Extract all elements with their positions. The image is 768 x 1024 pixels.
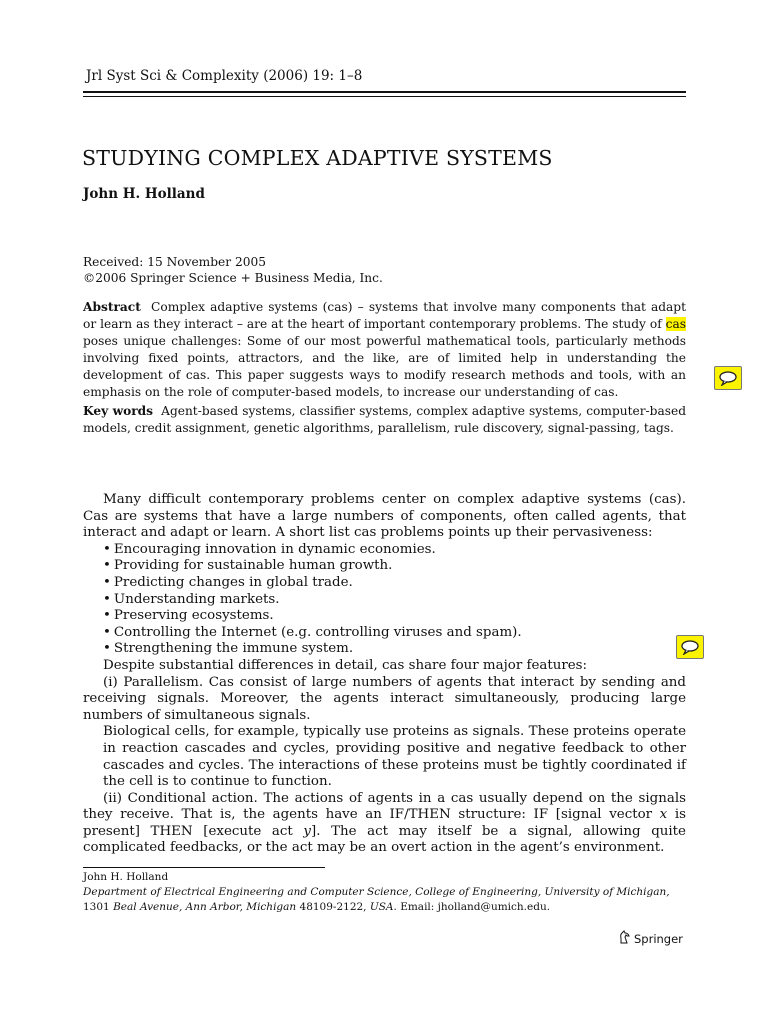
conditional-text-c: ]. The act may itself be a signal, allowing quite complicated feedbacks, or the act may be an overt action in the agent’s environment. (83, 823, 686, 856)
address-zip: 48109-2122, (299, 901, 367, 913)
footnote-author: John H. Holland (83, 871, 169, 883)
author-name: John H. Holland (83, 186, 205, 202)
address-number: 1301 (83, 901, 110, 913)
highlighted-text[interactable]: cas (665, 317, 686, 331)
keywords (83, 403, 686, 437)
header-rule-thick (83, 91, 686, 93)
abstract (83, 299, 686, 401)
abstract-text-b: poses unique challenges: Some of our most powerful mathematical tools, particularly methods involving fixed points, attractors, and the like, are of limited help in understanding the development of cas. This paper suggests ways to modify research methods and tools, with an emphasis on the role of computer-based models, to increase our understanding of cas. (83, 334, 686, 399)
footnote-rule (83, 867, 325, 868)
abstract-text-a: Complex adaptive systems (cas) – systems that involve many components that adapt or learn as they interact – are at the heart of important contemporary problems. The study of (83, 300, 687, 331)
copyright-line: ©2006 Springer Science + Business Media, Inc. (83, 271, 383, 285)
comment-note-icon[interactable] (676, 635, 704, 659)
conditional-text-b: is present] THEN [execute act (83, 807, 686, 839)
list-item: • Preserving ecosystems. (83, 608, 686, 625)
variable-y: y (303, 823, 311, 839)
journal-header: Jrl Syst Sci & Complexity (2006) 19: 1–8 (86, 68, 363, 84)
address-country: USA. (369, 901, 397, 913)
conditional-text-a: (ii) Conditional action. The actions of agents in a cas usually depend on the signals they receive. That is, the agents have an IF/THEN structure: IF [signal vector (83, 790, 686, 823)
variable-x: x (659, 807, 668, 823)
footnote-department: Department of Electrical Engineering and Computer Science, College of Engineering, University of Michigan, (83, 886, 670, 898)
biological-paragraph: Biological cells, for example, typically use proteins as signals. These proteins operate in reaction cascades and cycles, providing positive and negative feedback to other cascades and cycles. The interactions of these proteins must be tightly coordinated if the cell is to continue to function. (103, 724, 686, 790)
received-date: Received: 15 November 2005 (83, 255, 266, 269)
keywords-label: Key words (83, 404, 154, 418)
list-item: • Controlling the Internet (e.g. controlling viruses and spam). (83, 625, 686, 642)
list-item: • Strengthening the immune system. (83, 641, 686, 658)
paper-title: STUDYING COMPLEX ADAPTIVE SYSTEMS (82, 146, 553, 170)
address-street: Beal Avenue, Ann Arbor, Michigan (113, 901, 297, 913)
keywords-text: Agent-based systems, classifier systems, complex adaptive systems, computer-based models, credit assignment, genetic algorithms, parallelism, rule discovery, signal-passing, tags. (83, 404, 686, 435)
abstract-label: Abstract (83, 300, 141, 314)
list-item: • Encouraging innovation in dynamic economies. (83, 542, 686, 559)
footnote-address (83, 900, 686, 915)
author-email: Email: jholland@umich.edu. (400, 901, 551, 913)
header-rule-thin (83, 96, 686, 97)
parallelism-paragraph: (i) Parallelism. Cas consist of large numbers of agents that interact by sending and receiving signals. Moreover, the agents interact simultaneously, producing large numbers of simultaneous signals. (83, 674, 686, 723)
list-item: • Providing for sustainable human growth. (83, 558, 686, 575)
comment-note-icon[interactable] (714, 366, 742, 390)
body-text (83, 492, 686, 857)
intro-paragraph: Many difficult contemporary problems center on complex adaptive systems (cas). Cas are systems that have a large numbers of components, often called agents, that interact and adapt or learn. A short list cas problems points up their pervasiveness: (83, 492, 686, 541)
conditional-paragraph (83, 791, 686, 857)
publisher-name: Springer (634, 931, 683, 946)
publisher-logo (618, 930, 683, 947)
features-intro: Despite substantial differences in detail, cas share four major features: (103, 657, 588, 673)
springer-horse-icon (618, 930, 631, 947)
list-item: • Predicting changes in global trade. (83, 575, 686, 592)
list-item: • Understanding markets. (83, 592, 686, 609)
